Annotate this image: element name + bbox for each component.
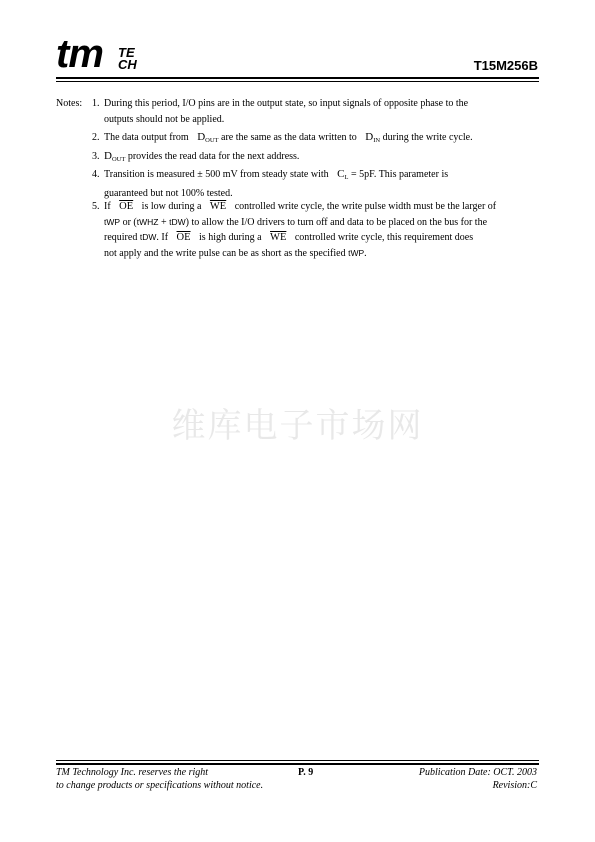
note-text: controlled write cycle, this requirement does <box>292 232 474 243</box>
we-bar-symbol: $\overline{WE}$ <box>209 201 227 212</box>
dout-symbol: D <box>197 131 206 143</box>
note-text: = 5pF. This parameter is <box>348 169 449 180</box>
footer-rule <box>56 763 539 765</box>
dout-symbol: D <box>104 150 112 162</box>
watermark: 维库电子市场网 <box>171 406 424 446</box>
oe-bar-symbol: $\overline{OE}$ <box>119 201 134 212</box>
header-rule <box>56 77 539 79</box>
company-logo <box>56 32 176 78</box>
note-text: are the same as the data written to <box>218 132 360 143</box>
note-text: during the write cycle. <box>380 132 473 143</box>
we-bar-symbol: $\overline{WE}$ <box>270 232 287 243</box>
note-text: required <box>104 232 140 243</box>
footer-disclaimer-line2: to change products or specifications without notice. <box>56 780 264 791</box>
note-5 <box>92 199 542 261</box>
footer-disclaimer-line1: TM Technology Inc. reserves the right <box>56 767 209 778</box>
note-text: During this period, I/O pins are in the output state, so input signals of opposite phase to the <box>104 98 469 109</box>
note-number: 5. <box>92 201 100 212</box>
twp-symbol: tWP <box>104 216 121 227</box>
logo-ch-text: CH <box>118 57 137 72</box>
logo-te-text: TE <box>118 45 135 60</box>
tdw-symbol: tDW <box>169 216 186 227</box>
note-text: The data output from <box>104 132 192 143</box>
din-subscript: IN <box>373 137 381 144</box>
note-text: Transition is measured ± 500 mV from steady state with <box>104 169 332 180</box>
note-text: . <box>364 247 367 259</box>
note-number: 1. <box>92 98 100 109</box>
note-4 <box>92 167 542 201</box>
twp-symbol: tWP <box>348 247 365 258</box>
page-number: P. 9 <box>298 767 314 778</box>
note-number: 2. <box>92 132 100 143</box>
footer-rule-thin <box>56 760 539 761</box>
note-1 <box>92 96 542 127</box>
note-text: not apply and the write pulse can be as short as the specified <box>104 247 349 259</box>
cl-subscript: L <box>344 174 349 181</box>
note-text: is high during a <box>196 232 265 243</box>
header-rule-thin <box>56 81 539 82</box>
dout-subscript: OUT <box>111 156 126 163</box>
note-text: or ( <box>120 216 137 228</box>
dout-subscript: OUT <box>205 137 219 144</box>
logo-tm-text: tm <box>56 32 103 76</box>
note-2 <box>92 130 542 149</box>
note-text: outputs should not be applied. <box>104 113 225 125</box>
note-text: . If <box>156 232 171 243</box>
cl-symbol: C <box>337 168 345 180</box>
twhz-symbol: tWHZ <box>136 216 159 227</box>
note-number: 4. <box>92 169 100 180</box>
note-3 <box>92 149 542 168</box>
note-text: provides the read data for the next address. <box>125 151 300 162</box>
tdw-symbol: tDW <box>139 232 157 242</box>
din-symbol: D <box>365 131 374 143</box>
oe-bar-symbol: $\overline{OE}$ <box>176 232 191 243</box>
notes-heading: Notes: <box>56 98 83 109</box>
publication-date: Publication Date: OCT. 2003 <box>418 767 537 778</box>
revision: Revision:C <box>492 780 537 791</box>
note-text: If <box>104 201 114 212</box>
note-text: guaranteed but not 100% tested. <box>104 187 233 199</box>
note-text: is low during a <box>139 201 204 212</box>
part-number: T15M256B <box>473 58 538 73</box>
note-number: 3. <box>92 151 100 162</box>
note-text: + <box>158 216 170 228</box>
note-text: ) to allow the I/O drivers to turn off and data to be placed on the bus for the <box>185 216 488 228</box>
note-text: controlled write cycle, the write pulse width must be the larger of <box>232 201 497 212</box>
